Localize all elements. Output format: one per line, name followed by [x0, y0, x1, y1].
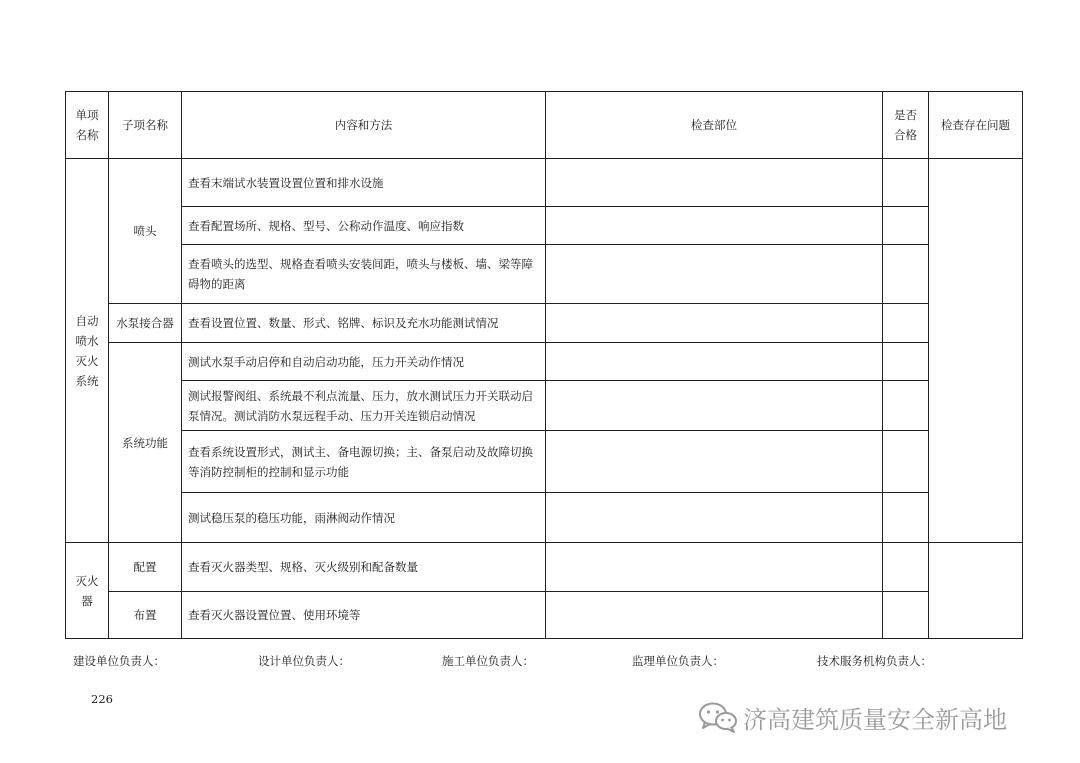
table-row — [66, 343, 1023, 381]
issues-cell[interactable] — [929, 543, 1023, 639]
table-row — [66, 431, 1023, 493]
table-row — [66, 159, 1023, 207]
location-cell[interactable] — [546, 207, 883, 245]
pass-cell[interactable] — [883, 207, 929, 245]
location-cell[interactable] — [546, 431, 883, 493]
header-row — [66, 92, 1023, 159]
location-cell[interactable] — [546, 592, 883, 639]
pass-cell[interactable] — [883, 159, 929, 207]
subitem-nozzle: 喷头 — [109, 159, 182, 304]
pass-cell[interactable] — [883, 245, 929, 304]
pass-cell[interactable] — [883, 592, 929, 639]
pass-cell[interactable] — [883, 381, 929, 431]
signature-line — [0, 653, 1080, 669]
watermark — [697, 697, 1007, 737]
subitem-config: 配置 — [109, 543, 182, 592]
pass-cell[interactable] — [883, 431, 929, 493]
location-cell[interactable] — [546, 343, 883, 381]
header-content: 内容和方法 — [182, 92, 546, 159]
table-row — [66, 304, 1023, 343]
inspection-table — [65, 91, 1023, 639]
content-cell: 查看设置位置、数量、形式、铭牌、标识及充水功能测试情况 — [182, 304, 546, 343]
location-cell[interactable] — [546, 381, 883, 431]
wechat-icon — [697, 700, 739, 734]
header-item-name: 单项 名称 — [66, 92, 109, 159]
content-cell: 测试水泵手动启停和自动启动功能，压力开关动作情况 — [182, 343, 546, 381]
table-row — [66, 381, 1023, 431]
signature-construction: 建设单位负责人： — [73, 654, 165, 668]
content-cell: 测试报警阀组、系统最不利点流量、压力，放水测试压力开关联动启泵情况。测试消防水泵远程手动、压力开关连锁启动情况 — [182, 381, 546, 431]
signature-builder: 施工单位负责人： — [442, 654, 534, 668]
content-cell: 查看灭火器类型、规格、灭火级别和配备数量 — [182, 543, 546, 592]
table-row — [66, 207, 1023, 245]
table-row — [66, 543, 1023, 592]
table-row — [66, 245, 1023, 304]
issues-cell[interactable] — [929, 159, 1023, 543]
pass-cell[interactable] — [883, 543, 929, 592]
pass-cell[interactable] — [883, 493, 929, 543]
content-cell: 查看喷头的选型、规格查看喷头安装间距，喷头与楼板、墙、梁等障碍物的距离 — [182, 245, 546, 304]
subitem-system: 系统功能 — [109, 343, 182, 543]
content-cell: 查看末端试水装置设置位置和排水设施 — [182, 159, 546, 207]
signature-supervision: 监理单位负责人： — [632, 654, 724, 668]
pass-cell[interactable] — [883, 343, 929, 381]
header-location: 检查部位 — [546, 92, 883, 159]
table-row — [66, 493, 1023, 543]
location-cell[interactable] — [546, 304, 883, 343]
pass-cell[interactable] — [883, 304, 929, 343]
subitem-layout: 布置 — [109, 592, 182, 639]
location-cell[interactable] — [546, 159, 883, 207]
signature-tech-service: 技术服务机构负责人： — [817, 654, 932, 668]
header-pass: 是否 合格 — [883, 92, 929, 159]
content-cell: 查看灭火器设置位置、使用环境等 — [182, 592, 546, 639]
watermark-text: 济高建筑质量安全新高地 — [743, 705, 1007, 734]
header-sub-name: 子项名称 — [109, 92, 182, 159]
location-cell[interactable] — [546, 493, 883, 543]
content-cell: 测试稳压泵的稳压功能，雨淋阀动作情况 — [182, 493, 546, 543]
group-extinguisher: 灭火 器 — [66, 543, 109, 639]
location-cell[interactable] — [546, 543, 883, 592]
content-cell: 查看系统设置形式，测试主、备电源切换；主、备泵启动及故障切换等消防控制柜的控制和显示功能 — [182, 431, 546, 493]
subitem-adapter: 水泵接合器 — [109, 304, 182, 343]
header-issues: 检查存在问题 — [929, 92, 1023, 159]
signature-design: 设计单位负责人： — [258, 654, 350, 668]
page-number: 226 — [91, 692, 113, 706]
group-sprinkler: 自动 喷水 灭火 系统 — [66, 159, 109, 543]
content-cell: 查看配置场所、规格、型号、公称动作温度、响应指数 — [182, 207, 546, 245]
table-row — [66, 592, 1023, 639]
location-cell[interactable] — [546, 245, 883, 304]
